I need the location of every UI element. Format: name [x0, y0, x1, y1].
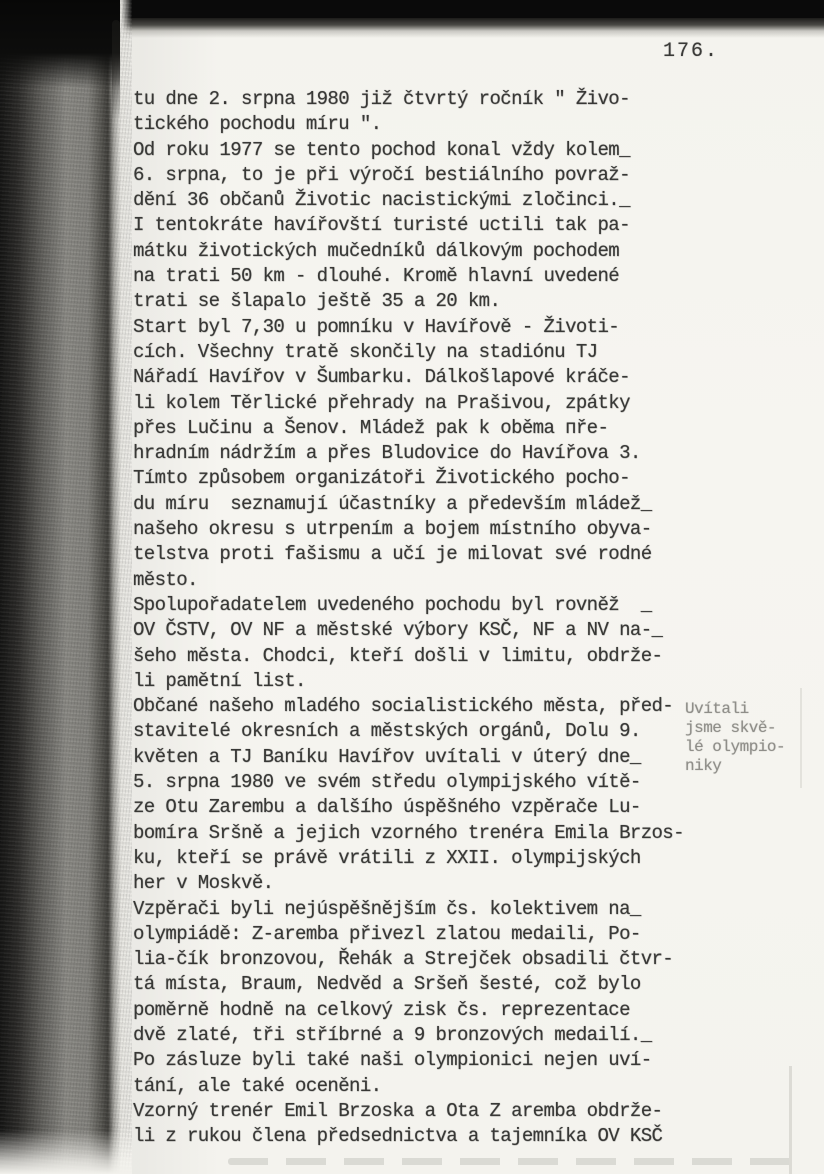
- text-line: li kolem Těrlické přehrady na Prašivou, zpátky: [133, 391, 630, 414]
- page-fold-edge-line: [112, 20, 120, 120]
- text-line: Tímto způsobem organizátoři Životického pocho-: [133, 467, 630, 490]
- margin-note-line: jsme skvě-: [685, 719, 777, 737]
- page-top-edge-shadow: [110, 18, 824, 38]
- text-line: ku, kteří se právě vrátili z XXII. olympijských: [133, 846, 641, 869]
- text-line: I tentokráte havířovští turisté uctili tak pa-: [133, 214, 630, 237]
- text-line: 5. srpna 1980 ve svém středu olympijského vítě-: [133, 771, 641, 794]
- text-line: Od roku 1977 se tento pochod konal vždy kolem_: [133, 138, 630, 161]
- text-line: dění 36 občanů Životic nacistickými zločinci._: [133, 189, 630, 212]
- book-binding-gutter: [0, 0, 132, 1174]
- text-line: tu dne 2. srpna 1980 již čtvrtý ročník " Živo-: [133, 88, 630, 110]
- text-line: li z rukou člena předsednictva a tajemníka OV KSČ: [133, 1125, 663, 1148]
- text-line: Vzpěrači byli nejúspěšnějším čs. kolektivem na_: [133, 897, 641, 920]
- margin-note-line: lé olympio-: [685, 738, 786, 756]
- margin-note: [685, 700, 815, 776]
- text-line: šeho města. Chodci, kteří došli v limitu, obdrže-: [133, 644, 663, 667]
- text-line: na trati 50 km - dlouhé. Kromě hlavní uvedené: [133, 265, 620, 288]
- text-line: květen a TJ Baníku Havířov uvítali v úterý dne_: [133, 745, 641, 768]
- text-line: našeho okresu s utrpením a bojem místního obyva-: [133, 518, 652, 541]
- text-line: Po zásluze byli také naši olympionici nejen uví-: [133, 1049, 652, 1072]
- text-line: du míru seznamují účastníky a především mládež_: [133, 492, 652, 515]
- text-line: olympiádě: Z-aremba přivezl zlatou medaili, Po-: [133, 922, 641, 945]
- text-line: her v Moskvě.: [133, 872, 274, 895]
- margin-note-line: Uvítali: [685, 700, 749, 718]
- text-line: tického pochodu míru ".: [133, 113, 382, 136]
- text-line: Spolupořadatelem uvedeného pochodu byl rovněž _: [133, 593, 652, 616]
- text-line: poměrně hodně na celkový zisk čs. reprezentace: [133, 998, 630, 1021]
- text-line: Start byl 7,30 u pomníku v Havířově - Životi-: [133, 315, 620, 338]
- bleed-through-dashes: [228, 1158, 796, 1165]
- text-line: tá místa, Braum, Nedvěd a Sršeň šesté, což bylo: [133, 973, 641, 996]
- margin-note-line: niky: [685, 757, 722, 775]
- text-line: mátku životických mučedníků dálkovým pochodem: [133, 239, 620, 262]
- text-line: lia-čík bronzovou, Řehák a Strejček obsadili čtvr-: [133, 948, 674, 971]
- text-line: OV ČSTV, OV NF a městské výbory KSČ, NF a NV na-_: [133, 619, 663, 642]
- text-line: li pamětní list.: [133, 669, 306, 692]
- text-line: telstva proti fašismu a učí je milovat své rodné: [133, 543, 652, 566]
- binding-top-corner: [0, 0, 120, 88]
- text-line: hradním nádržím a přes Bludovice do Havířova 3.: [133, 442, 641, 465]
- typewritten-body-text: [133, 87, 733, 1149]
- text-line: přes Lučinu a Šenov. Mládež pak k oběma пře-: [133, 416, 609, 439]
- right-page-edge-upper: [800, 688, 802, 788]
- text-line: Nářadí Havířov v Šumbarku. Dálkošlapové kráče-: [133, 366, 630, 389]
- text-line: město.: [133, 568, 198, 591]
- page-number: 176.: [663, 40, 720, 63]
- text-line: Vzorný trenér Emil Brzoska a Ota Z aremba obdrže-: [133, 1099, 663, 1122]
- text-line: bomíra Sršně a jejich vzorného trenéra Emila Brzos-: [133, 821, 684, 844]
- text-line: 6. srpna, to je při výročí bestiálního povraž-: [133, 163, 630, 186]
- text-line: dvě zlaté, tři stříbrné a 9 bronzových medailí._: [133, 1023, 652, 1046]
- right-page-edge: [789, 1066, 792, 1174]
- text-line: stavitelé okresních a městských orgánů, Dolu 9.: [133, 720, 641, 743]
- text-line: trati se šlapalo ještě 35 a 20 km.: [133, 290, 501, 313]
- text-line: ze Otu Zarembu a dalšího úspěšného vzpěrače Lu-: [133, 796, 641, 819]
- gutter-bottom-fade: [0, 1130, 132, 1174]
- text-line: Občané našeho mladého socialistického města, před-: [133, 695, 674, 718]
- text-line: cích. Všechny tratě skončily na stadiónu TJ: [133, 340, 598, 363]
- text-line: tání, ale také oceněni.: [133, 1074, 382, 1097]
